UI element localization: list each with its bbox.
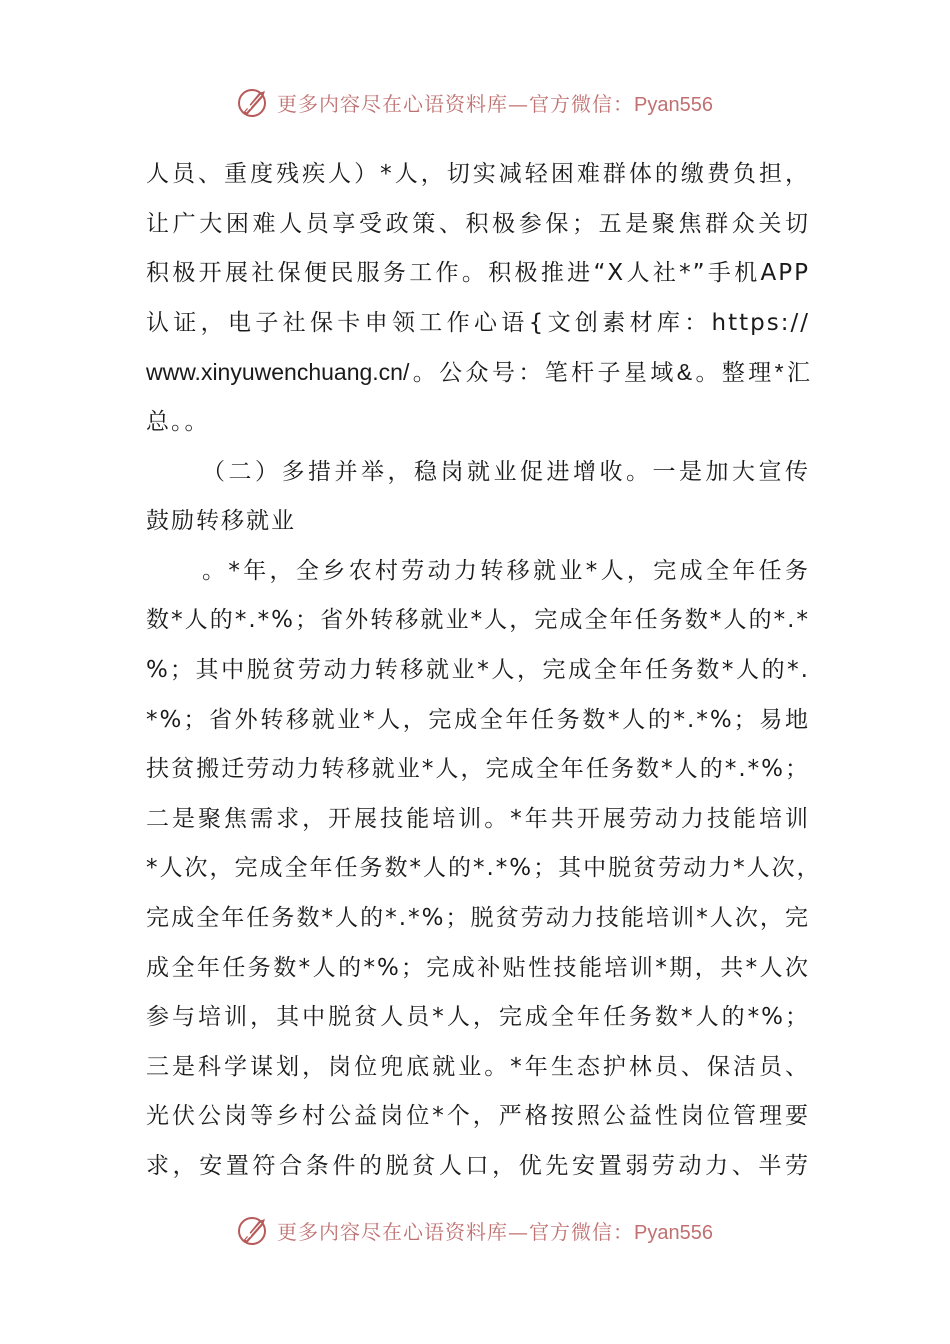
text-line: 求，安置符合条件的脱贫人口，优先安置弱劳动力、半劳 [146,1152,810,1179]
text-line: *%；省外转移就业*人，完成全年任务数*人的*.*%；易地 [146,706,810,733]
text-line: 三是科学谋划，岗位兜底就业。*年生态护林员、保洁员、 [146,1053,810,1080]
pen-nib-logo-icon [237,1213,271,1247]
text-line: %；其中脱贫劳动力转移就业*人，完成全年任务数*人的*. [146,656,810,683]
text-line: 。*年，全乡农村劳动力转移就业*人，完成全年任务 [202,557,810,584]
wechat-id: Pyan556 [634,93,713,116]
document-body [146,150,822,1191]
text-line: 二是聚焦需求，开展技能培训。*年共开展劳动力技能培训 [146,805,810,832]
watermark-text: 更多内容尽在心语资料库—官方微信：Pyan556 [277,91,713,116]
header-watermark [0,80,950,124]
text-line: 积极开展社保便民服务工作。积极推进“X人社*”手机APP [146,260,810,287]
section-heading-line: （二）多措并举，稳岗就业促进增收。一是加大宣传 [202,458,810,485]
text-line: 光伏公岗等乡村公益岗位*个，严格按照公益性岗位管理要 [146,1103,810,1130]
text-line: 人员、重度残疾人）*人，切实减轻困难群体的缴费负担， [146,161,810,187]
text-line: www.xinyuwenchuang.cn/。公众号：笔杆子星域&。整理*汇 [146,359,810,386]
footer-watermark [0,1208,950,1252]
text-line: *人次，完成全年任务数*人的*.*%；其中脱贫劳动力*人次， [146,855,822,882]
wechat-id: Pyan556 [634,1221,713,1244]
text-line: 完成全年任务数*人的*.*%；脱贫劳动力技能培训*人次，完 [146,904,810,931]
text-line: 让广大困难人员享受政策、积极参保；五是聚焦群众关切 [146,210,810,237]
text-line: 认证，电子社保卡申领工作心语{文创素材库：https:// [146,309,810,336]
text-line: 扶贫搬迁劳动力转移就业*人，完成全年任务数*人的*.*%； [146,756,810,783]
text-line: 参与培训，其中脱贫人员*人，完成全年任务数*人的*%； [146,1004,810,1031]
watermark-text: 更多内容尽在心语资料库—官方微信：Pyan556 [277,1219,713,1244]
text-line: 总。。 [146,408,210,435]
text-line: 成全年任务数*人的*%；完成补贴性技能培训*期，共*人次 [146,954,810,981]
text-line: 鼓励转移就业 [146,508,296,535]
text-line: 数*人的*.*%；省外转移就业*人，完成全年任务数*人的*.* [146,607,810,634]
pen-nib-logo-icon [237,85,271,119]
